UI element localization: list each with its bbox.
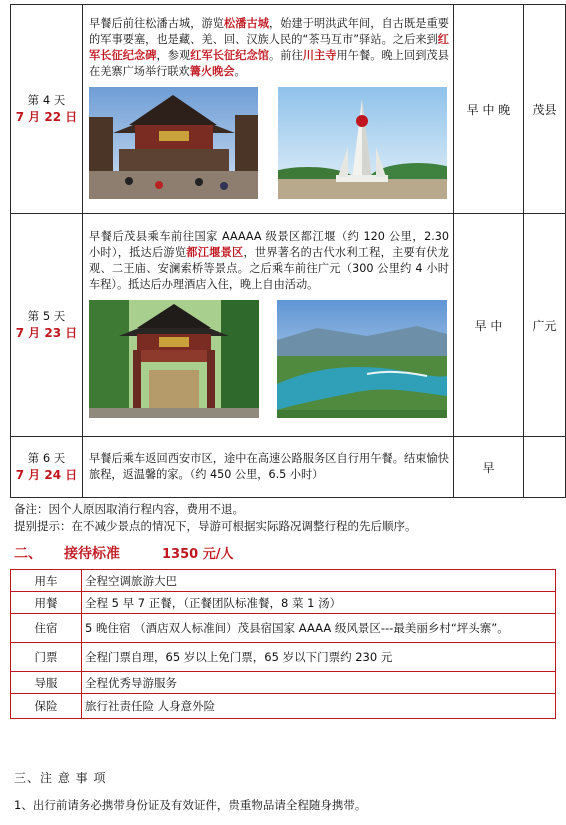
itinerary-row-day4	[11, 5, 566, 214]
day-cell	[11, 5, 83, 214]
day-date: 7 月 24 日	[15, 468, 78, 482]
standards-row	[11, 643, 556, 672]
desc-text: 。	[234, 64, 246, 78]
desc-text: ，参观	[156, 48, 191, 62]
day-label: 第 4 天	[27, 93, 66, 107]
desc-text: 。前往	[269, 48, 303, 62]
songpan-ancient-city-photo	[89, 87, 258, 199]
standard-label: 门票	[11, 643, 82, 672]
day-description	[83, 14, 453, 82]
standards-table	[10, 569, 556, 719]
hotel-cell: 茂县	[524, 5, 566, 214]
standards-row	[11, 570, 556, 592]
itinerary-row-day5	[11, 214, 566, 437]
standard-value: 全程门票自理，65 岁以上免门票，65 岁以下门票约 230 元	[82, 643, 556, 672]
hotel-cell: 广元	[524, 214, 566, 437]
meals-cell: 早 中 晚	[454, 5, 524, 214]
red-army-monument-photo	[278, 87, 447, 199]
desc-text: ，世界著名的古代水利工程，主要有伏龙观、二王庙、安澜索桥等景点。之后乘车前往广元（300 公里约 4 小时车程）。抵达后办理酒店入住，晚上自由活动。	[89, 245, 449, 291]
section2-title: 接待标准	[64, 546, 120, 562]
meals-cell: 早 中	[454, 214, 524, 437]
dujiangyan-river-photo	[277, 300, 447, 418]
itinerary-table	[10, 4, 566, 498]
standards-row	[11, 592, 556, 614]
desc-text: 早餐后前往松潘古城，游览	[89, 16, 225, 30]
section2-heading	[14, 543, 233, 563]
day-date: 7 月 22 日	[15, 110, 78, 124]
standard-value: 全程空调旅游大巴	[82, 570, 556, 592]
standards-row	[11, 694, 556, 719]
day-description-cell	[83, 437, 454, 498]
desc-highlight: 松潘古城	[224, 16, 270, 30]
day-photos	[83, 295, 453, 424]
day-date: 7 月 23 日	[15, 326, 78, 340]
day-photos	[83, 82, 453, 205]
day-cell	[11, 214, 83, 437]
desc-highlight: 红军长征纪念馆	[190, 48, 269, 62]
remark-text: 备注：因个人原因取消行程内容，费用不退。	[14, 502, 244, 516]
standard-label: 用餐	[11, 592, 82, 614]
desc-text: 用午餐。晚上回到茂县在羌寨广场举行联欢	[89, 48, 449, 78]
dujiangyan-gate-photo	[89, 300, 259, 418]
desc-text: 早餐后乘车返回西安市区，途中在高速公路服务区自行用午餐。结束愉快旅程，返温馨的家。（约 450 公里，6.5 小时）	[89, 452, 449, 481]
day-description-cell	[83, 5, 454, 214]
desc-text: 早餐后茂县乘车前往国家 AAAAA 级景区都江堰（约 120 公里，2.30 小时），抵达后游览	[89, 229, 449, 259]
desc-highlight: 都江堰景区	[186, 245, 244, 259]
standard-label: 导服	[11, 672, 82, 694]
section3-heading: 三、注 意 事 项	[14, 771, 107, 785]
standard-value: 全程优秀导游服务	[82, 672, 556, 694]
day-label: 第 5 天	[27, 309, 66, 323]
desc-highlight: 篝火晚会	[189, 64, 235, 78]
standard-value: 5 晚住宿 （酒店双人标准间）茂县宿国家 AAAA 级风景区---最美丽乡村“坪头寨”。	[82, 614, 556, 643]
day-description-cell	[83, 214, 454, 437]
note-item-1: 1、出行前请务必携带身份证及有效证件，贵重物品请全程随身携带。	[14, 798, 367, 812]
desc-highlight: 红军长征纪念碑	[89, 32, 449, 62]
day-description	[83, 449, 453, 485]
itinerary-row-day6	[11, 437, 566, 498]
standard-label: 用车	[11, 570, 82, 592]
standard-label: 住宿	[11, 614, 82, 643]
standards-row	[11, 672, 556, 694]
standard-value: 全程 5 早 7 正餐，（正餐团队标准餐，8 菜 1 汤）	[82, 592, 556, 614]
standard-value: 旅行社责任险 人身意外险	[82, 694, 556, 719]
meals-cell: 早	[454, 437, 524, 498]
day-label: 第 6 天	[27, 451, 66, 465]
day-description	[83, 227, 453, 295]
desc-highlight: 川主寺	[302, 48, 337, 62]
standard-label: 保险	[11, 694, 82, 719]
tip-text: 提别提示：在不减少景点的情况下，导游可根据实际路况调整行程的先后顺序。	[14, 519, 417, 533]
day-cell	[11, 437, 83, 498]
section2-price: 1350 元/人	[162, 547, 234, 562]
section2-number: 二、	[14, 546, 42, 562]
hotel-cell	[524, 437, 566, 498]
standards-row	[11, 614, 556, 643]
desc-text: ，始建于明洪武年间，自古既是重要的军事要塞，也是藏、羌、回、汉族人民的“茶马互市”驿站。之后来到	[89, 16, 449, 46]
